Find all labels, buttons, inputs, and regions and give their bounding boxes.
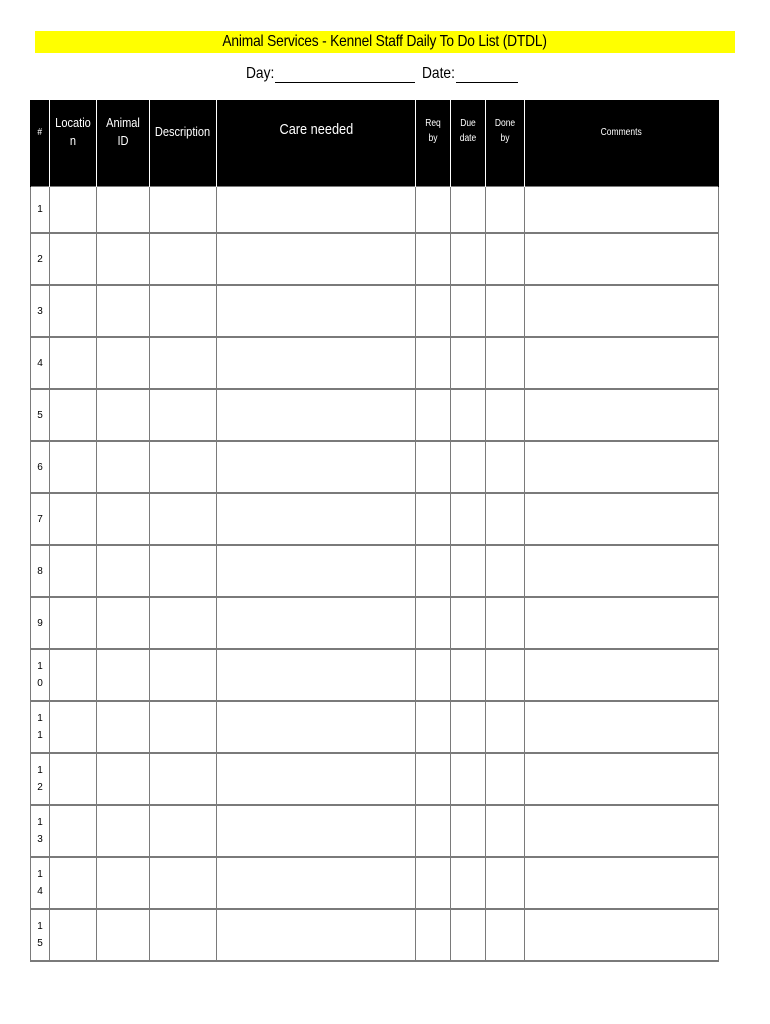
cell-animal-id[interactable] [97, 493, 150, 545]
cell-description[interactable] [150, 753, 217, 805]
cell-description[interactable] [150, 493, 217, 545]
table-row [31, 285, 719, 337]
cell-location[interactable] [50, 389, 97, 441]
date-label: Date: [422, 65, 455, 82]
cell-care-needed[interactable] [217, 493, 416, 545]
cell-description[interactable] [150, 545, 217, 597]
cell-location[interactable] [50, 187, 97, 234]
cell-comments[interactable] [525, 233, 719, 285]
cell-done-by[interactable] [486, 233, 525, 285]
cell-comments[interactable] [525, 649, 719, 701]
row-number: 3 [37, 305, 43, 317]
cell-animal-id[interactable] [97, 857, 150, 909]
cell-req-by[interactable] [416, 701, 451, 753]
cell-animal-id[interactable] [97, 909, 150, 961]
cell-comments[interactable] [525, 805, 719, 857]
cell-description[interactable] [150, 389, 217, 441]
cell-done-by[interactable] [486, 545, 525, 597]
cell-care-needed[interactable] [217, 285, 416, 337]
cell-location[interactable] [50, 649, 97, 701]
cell-done-by[interactable] [486, 285, 525, 337]
cell-num [31, 701, 50, 753]
row-number: 9 [37, 617, 43, 629]
cell-animal-id[interactable] [97, 389, 150, 441]
day-blank-line[interactable] [275, 64, 415, 83]
cell-num [31, 187, 50, 234]
cell-done-by[interactable] [486, 805, 525, 857]
cell-location[interactable] [50, 753, 97, 805]
row-number: 7 [37, 513, 43, 525]
cell-animal-id[interactable] [97, 545, 150, 597]
day-date-line [0, 64, 770, 88]
table-row [31, 597, 719, 649]
cell-comments[interactable] [525, 441, 719, 493]
header-req-by: Req by [416, 100, 451, 187]
cell-care-needed[interactable] [217, 805, 416, 857]
cell-care-needed[interactable] [217, 597, 416, 649]
cell-location[interactable] [50, 545, 97, 597]
cell-due-date[interactable] [451, 909, 486, 961]
cell-due-date[interactable] [451, 701, 486, 753]
cell-due-date[interactable] [451, 649, 486, 701]
row-number: 12 [37, 765, 43, 793]
page-title: Animal Services - Kennel Staff Daily To Do List (DTDL) [222, 33, 548, 50]
cell-animal-id[interactable] [97, 753, 150, 805]
row-number: 4 [37, 357, 43, 369]
cell-animal-id[interactable] [97, 441, 150, 493]
cell-req-by[interactable] [416, 597, 451, 649]
cell-due-date[interactable] [451, 805, 486, 857]
cell-description[interactable] [150, 701, 217, 753]
cell-comments[interactable] [525, 187, 719, 234]
cell-due-date[interactable] [451, 493, 486, 545]
table-row [31, 337, 719, 389]
cell-comments[interactable] [525, 285, 719, 337]
cell-due-date[interactable] [451, 857, 486, 909]
title-banner [35, 31, 735, 53]
header-comments: Comments [525, 100, 719, 187]
table-row [31, 753, 719, 805]
cell-comments[interactable] [525, 337, 719, 389]
cell-num [31, 337, 50, 389]
cell-description[interactable] [150, 909, 217, 961]
cell-care-needed[interactable] [217, 701, 416, 753]
cell-description[interactable] [150, 285, 217, 337]
cell-description[interactable] [150, 337, 217, 389]
cell-location[interactable] [50, 805, 97, 857]
cell-req-by[interactable] [416, 857, 451, 909]
cell-req-by[interactable] [416, 753, 451, 805]
cell-due-date[interactable] [451, 389, 486, 441]
day-label: Day: [246, 65, 275, 82]
cell-description[interactable] [150, 441, 217, 493]
header-done-by: Done by [486, 100, 525, 187]
table-row [31, 493, 719, 545]
cell-care-needed[interactable] [217, 337, 416, 389]
cell-care-needed[interactable] [217, 233, 416, 285]
cell-animal-id[interactable] [97, 597, 150, 649]
cell-req-by[interactable] [416, 187, 451, 234]
cell-done-by[interactable] [486, 187, 525, 234]
cell-description[interactable] [150, 805, 217, 857]
cell-comments[interactable] [525, 545, 719, 597]
cell-done-by[interactable] [486, 701, 525, 753]
table-row [31, 649, 719, 701]
cell-done-by[interactable] [486, 389, 525, 441]
cell-done-by[interactable] [486, 441, 525, 493]
cell-comments[interactable] [525, 753, 719, 805]
header-description: Description [150, 100, 217, 187]
cell-req-by[interactable] [416, 649, 451, 701]
row-number: 1 [37, 204, 43, 215]
cell-care-needed[interactable] [217, 753, 416, 805]
cell-description[interactable] [150, 187, 217, 234]
cell-description[interactable] [150, 597, 217, 649]
cell-num [31, 857, 50, 909]
cell-done-by[interactable] [486, 857, 525, 909]
cell-location[interactable] [50, 285, 97, 337]
table-header-row [31, 100, 719, 187]
header-num: # [31, 100, 50, 187]
cell-location[interactable] [50, 857, 97, 909]
row-number: 13 [37, 817, 43, 845]
todo-table [30, 100, 719, 962]
table-row [31, 701, 719, 753]
row-number: 11 [37, 713, 43, 741]
header-due-date: Due date [451, 100, 486, 187]
cell-care-needed[interactable] [217, 441, 416, 493]
table-row [31, 857, 719, 909]
cell-num [31, 389, 50, 441]
cell-req-by[interactable] [416, 545, 451, 597]
cell-num [31, 441, 50, 493]
table-row [31, 545, 719, 597]
cell-due-date[interactable] [451, 337, 486, 389]
cell-due-date[interactable] [451, 233, 486, 285]
cell-comments[interactable] [525, 493, 719, 545]
cell-done-by[interactable] [486, 909, 525, 961]
cell-animal-id[interactable] [97, 337, 150, 389]
cell-comments[interactable] [525, 857, 719, 909]
row-number: 8 [37, 565, 43, 577]
date-blank-line[interactable] [456, 64, 518, 83]
cell-location[interactable] [50, 441, 97, 493]
header-animal-id: Animal ID [97, 100, 150, 187]
cell-req-by[interactable] [416, 233, 451, 285]
cell-due-date[interactable] [451, 753, 486, 805]
cell-comments[interactable] [525, 597, 719, 649]
cell-animal-id[interactable] [97, 285, 150, 337]
cell-animal-id[interactable] [97, 805, 150, 857]
cell-num [31, 545, 50, 597]
cell-description[interactable] [150, 649, 217, 701]
row-number: 6 [37, 461, 43, 473]
row-number: 15 [37, 921, 43, 949]
cell-req-by[interactable] [416, 337, 451, 389]
cell-animal-id[interactable] [97, 701, 150, 753]
cell-done-by[interactable] [486, 337, 525, 389]
table-row [31, 909, 719, 961]
cell-animal-id[interactable] [97, 187, 150, 234]
header-location: Locatio n [50, 100, 97, 187]
cell-care-needed[interactable] [217, 857, 416, 909]
cell-num [31, 597, 50, 649]
cell-comments[interactable] [525, 909, 719, 961]
cell-care-needed[interactable] [217, 187, 416, 234]
cell-care-needed[interactable] [217, 649, 416, 701]
cell-req-by[interactable] [416, 493, 451, 545]
cell-done-by[interactable] [486, 649, 525, 701]
cell-num [31, 649, 50, 701]
row-number: 5 [37, 409, 43, 421]
table-row [31, 187, 719, 234]
cell-comments[interactable] [525, 701, 719, 753]
cell-num [31, 805, 50, 857]
day-field [246, 64, 415, 83]
cell-location[interactable] [50, 701, 97, 753]
cell-req-by[interactable] [416, 909, 451, 961]
cell-care-needed[interactable] [217, 389, 416, 441]
cell-req-by[interactable] [416, 441, 451, 493]
cell-due-date[interactable] [451, 597, 486, 649]
table-row [31, 233, 719, 285]
table-body [31, 187, 719, 962]
cell-care-needed[interactable] [217, 909, 416, 961]
cell-due-date[interactable] [451, 545, 486, 597]
cell-req-by[interactable] [416, 389, 451, 441]
cell-num [31, 753, 50, 805]
cell-due-date[interactable] [451, 187, 486, 234]
cell-done-by[interactable] [486, 597, 525, 649]
table-row [31, 805, 719, 857]
cell-num [31, 493, 50, 545]
cell-location[interactable] [50, 233, 97, 285]
cell-care-needed[interactable] [217, 545, 416, 597]
cell-num [31, 285, 50, 337]
cell-animal-id[interactable] [97, 233, 150, 285]
cell-location[interactable] [50, 597, 97, 649]
row-number: 10 [37, 661, 43, 689]
cell-due-date[interactable] [451, 441, 486, 493]
cell-done-by[interactable] [486, 753, 525, 805]
cell-description[interactable] [150, 857, 217, 909]
cell-num [31, 909, 50, 961]
cell-location[interactable] [50, 493, 97, 545]
table-row [31, 389, 719, 441]
cell-description[interactable] [150, 233, 217, 285]
date-field [422, 64, 518, 83]
cell-req-by[interactable] [416, 805, 451, 857]
cell-comments[interactable] [525, 389, 719, 441]
cell-num [31, 233, 50, 285]
cell-req-by[interactable] [416, 285, 451, 337]
cell-animal-id[interactable] [97, 649, 150, 701]
cell-location[interactable] [50, 909, 97, 961]
header-care-needed: Care needed [217, 100, 416, 187]
cell-location[interactable] [50, 337, 97, 389]
row-number: 2 [37, 253, 43, 265]
cell-due-date[interactable] [451, 285, 486, 337]
table-row [31, 441, 719, 493]
cell-done-by[interactable] [486, 493, 525, 545]
row-number: 14 [37, 869, 43, 897]
